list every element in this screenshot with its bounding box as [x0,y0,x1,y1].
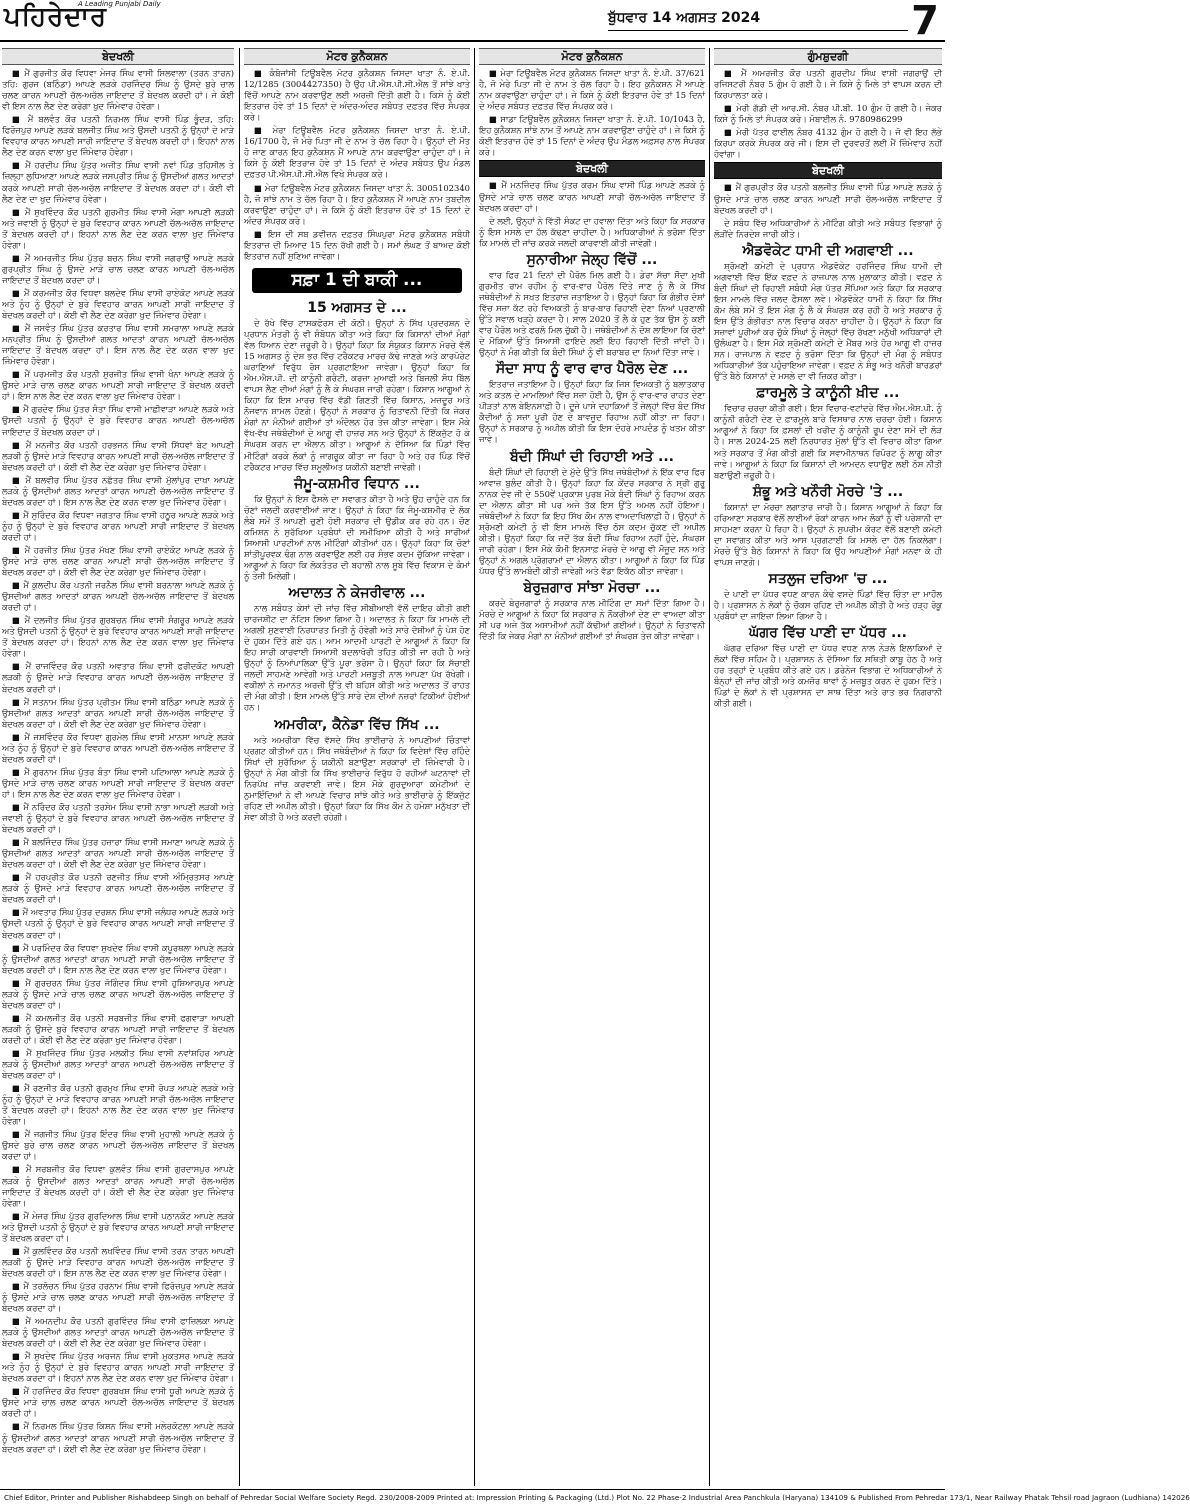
notice-list [244,68,470,262]
issue-date: ਬੁੱਧਵਾਰ 14 ਅਗਸਤ 2024 [608,10,761,26]
notice-paragraph: ■ ਮੈਂ ਗੁਰਜੀਤ ਕੌਰ ਵਿਧਵਾ ਮੇਜਰ ਸਿੰਘ ਵਾਸੀ ਸਿਲਵਾਲਾ (ਤਰਨ ਤਾਰਨ) ਤਹਿ: ਗੁਰਜ (ਬਠਿੰਡਾ) ਆਪਣੇ ਲੜਕੇ ਹਰਜਿੰਦਰ ਸਿੰਘ ਨੂੰ ਉਸਦੇ ਬੁਰੇ ਚਾਲ ਚਲਣ ਕਾਰਨ ਆਪਣੀ ਚੱਲ-ਅਚੱਲ ਜਾਇਦਾਦ ਤੋਂ ਬੇਦਖਲ ਕਰਦੀ ਹਾਂ। ਜੇ ਕੋਈ ਵੀ ਇਸ ਨਾਲ ਲੈਣ ਦੇਣ ਕਰੇਗਾ ਖੁਦ ਜਿੰਮੇਵਾਰ ਹੋਵੇਗਾ। [2,68,234,112]
dateline-rule [608,30,908,31]
story-headline: ਐਡਵੋਕੇਟ ਧਾਮੀ ਦੀ ਅਗਵਾਈ ... [742,242,914,259]
story-body: ਕਿਸਾਨਾਂ ਦਾ ਮੋਰਚਾ ਲਗਾਤਾਰ ਜਾਰੀ ਹੈ। ਕਿਸਾਨ ਆਗੂਆਂ ਨੇ ਕਿਹਾ ਕਿ ਹਰਿਆਣਾ ਸਰਕਾਰ ਵੱਲੋਂ ਲਾਈਆਂ ਰੋਕਾਂ ਕਾਰਨ ਆਮ ਲੋਕਾਂ ਨੂੰ ਵੀ ਪਰੇਸ਼ਾਨੀ ਦਾ ਸਾਹਮਣਾ ਕਰਨਾ ਪੈ ਰਿਹਾ ਹੈ। ਉਨ੍ਹਾਂ ਨੇ ਸੁਪਰੀਮ ਕੋਰਟ ਵੱਲੋਂ ਬਣਾਈ ਕਮੇਟੀ ਦਾ ਸਵਾਗਤ ਕੀਤਾ ਅਤੇ ਆਸ ਪ੍ਰਗਟਾਈ ਕਿ ਮਸਲੇ ਦਾ ਹੱਲ ਨਿਕਲੇਗਾ। ਮੋਰਚੇ ਉੱਤੇ ਬੈਠੇ ਕਿਸਾਨਾਂ ਨੇ ਕਿਹਾ ਕਿ ਉਹ ਆਪਣੀਆਂ ਮੰਗਾਂ ਮਨਵਾ ਕੇ ਹੀ ਵਾਪਸ ਜਾਣਗੇ। [714,501,942,567]
notice-paragraph: ■ ਮੈਂ ਅਵਤਾਰ ਸਿੰਘ ਪੁੱਤਰ ਦਰਸ਼ਨ ਸਿੰਘ ਵਾਸੀ ਜਲੰਧਰ ਆਪਣੇ ਲੜਕੇ ਅਤੇ ਉਸਦੀ ਪਤਨੀ ਨੂੰ ਉਨ੍ਹਾਂ ਦੇ ਬੁਰੇ ਵਿਵਹਾਰ ਕਾਰਨ ਆਪਣੀ ਸਾਰੀ ਜਾਇਦਾਦ ਤੋਂ ਬੇਦਖਲ ਕਰਦਾ ਹਾਂ। [2,907,234,940]
notice-paragraph: ■ ਮੈਂ ਬਲਵੀਰ ਸਿੰਘ ਪੁੱਤਰ ਨਛੱਤਰ ਸਿੰਘ ਵਾਸੀ ਮੁੱਲਾਂਪੁਰ ਦਾਖਾ ਆਪਣੇ ਲੜਕੇ ਨੂੰ ਉਸਦੀਆਂ ਗਲਤ ਆਦਤਾਂ ਕਾਰਨ ਆਪਣੀ ਚੱਲ-ਅਚੱਲ ਜਾਇਦਾਦ ਤੋਂ ਬੇਦਖਲ ਕਰਦਾ ਹਾਂ। ਇਸ ਨਾਲ ਲੈਣ ਦੇਣ ਕਰਨ ਵਾਲਾ ਖੁਦ ਜਿੰਮੇਵਾਰ ਹੋਵੇਗਾ। [2,474,234,507]
notice-paragraph: ■ ਮੇਰਾ ਟਿਊਬਵੈਲ ਮੋਟਰ ਕੁਨੈਕਸ਼ਨ ਜਿਸਦਾ ਖਾਤਾ ਨੰ. ਏ.ਪੀ. 16/1700 ਹੈ, ਜੋ ਮੇਰੇ ਪਿਤਾ ਜੀ ਦੇ ਨਾਮ ਤੇ ਚੱਲ ਰਿਹਾ ਹੈ। ਉਨ੍ਹਾਂ ਦੀ ਮੌਤ ਹੋ ਜਾਣ ਕਾਰਨ ਇਹ ਕੁਨੈਕਸ਼ਨ ਮੈਂ ਆਪਣੇ ਨਾਮ ਕਰਵਾਉਣਾ ਚਾਹੁੰਦਾ ਹਾਂ। ਜੇ ਕਿਸੇ ਨੂੰ ਕੋਈ ਇਤਰਾਜ਼ ਹੋਵੇ ਤਾਂ 15 ਦਿਨਾਂ ਦੇ ਅੰਦਰ ਸਬੰਧਤ ਉਪ ਮੰਡਲ ਦਫ਼ਤਰ ਪੀ.ਐਸ.ਪੀ.ਸੀ.ਐਲ ਵਿਖੇ ਸੰਪਰਕ ਕਰੇ। [244,125,470,180]
notice-paragraph: ■ ਮੈਂ ਗੁਰਨਾਮ ਸਿੰਘ ਪੁੱਤਰ ਬੰਤਾ ਸਿੰਘ ਵਾਸੀ ਪਟਿਆਲਾ ਆਪਣੇ ਲੜਕੇ ਨੂੰ ਉਸਦੇ ਮਾੜੇ ਚਾਲ ਚਲਣ ਕਾਰਨ ਆਪਣੀ ਸਾਰੀ ਜਾਇਦਾਦ ਤੋਂ ਬੇਦਖਲ ਕਰਦਾ ਹਾਂ। ਇਸ ਨਾਲ ਲੈਣ ਦੇਣ ਕਰਨ ਵਾਲਾ ਖੁਦ ਜਿੰਮੇਵਾਰ ਹੋਵੇਗਾ। [2,766,234,799]
story-body: ਕਰਦੇ ਬੇਰੁਜ਼ਗਾਰਾਂ ਨੂੰ ਸਰਕਾਰ ਨਾਲ ਮੀਟਿੰਗ ਦਾ ਸਮਾਂ ਦਿੱਤਾ ਗਿਆ ਹੈ। ਮੋਰਚੇ ਦੇ ਆਗੂਆਂ ਨੇ ਕਿਹਾ ਕਿ ਸਰਕਾਰ ਨੇ ਨੌਕਰੀਆਂ ਦੇਣ ਦਾ ਵਾਅਦਾ ਕੀਤਾ ਸੀ ਪਰ ਅਜੇ ਤੱਕ ਅਸਾਮੀਆਂ ਨਹੀਂ ਕੱਢੀਆਂ ਗਈਆਂ। ਉਨ੍ਹਾਂ ਨੇ ਚਿਤਾਵਨੀ ਦਿੱਤੀ ਕਿ ਜੇਕਰ ਮੰਗਾਂ ਨਾ ਮੰਨੀਆਂ ਗਈਆਂ ਤਾਂ ਸੰਘਰਸ਼ ਤੇਜ਼ ਕੀਤਾ ਜਾਵੇਗਾ। [479,598,705,642]
story-headline: ਜੰਮੂ-ਕਸ਼ਮੀਰ ਵਿਧਾਨ ... [294,475,420,492]
notice-paragraph: ■ ਮੈਂ ਅਮਰਜੀਤ ਸਿੰਘ ਪੁੱਤਰ ਬਚਨ ਸਿੰਘ ਵਾਸੀ ਜਗਰਾਉਂ ਆਪਣੇ ਲੜਕੇ ਗੁਰਪ੍ਰੀਤ ਸਿੰਘ ਨੂੰ ਉਸਦੇ ਮਾੜੇ ਚਾਲ ਚਲਣ ਕਾਰਨ ਆਪਣੀ ਚੱਲ-ਅਚੱਲ ਜਾਇਦਾਦ ਤੋਂ ਬੇਦਖਲ ਕਰਦਾ ਹਾਂ। [2,252,234,285]
notice-paragraph: ■ ਮੈਂ ਮੇਜਰ ਸਿੰਘ ਪੁੱਤਰ ਗੁਰਦਿਆਲ ਸਿੰਘ ਵਾਸੀ ਪਠਾਨਕੋਟ ਆਪਣੇ ਲੜਕੇ ਅਤੇ ਉਸਦੀ ਪਤਨੀ ਨੂੰ ਉਨ੍ਹਾਂ ਦੇ ਬੁਰੇ ਵਿਵਹਾਰ ਕਾਰਨ ਆਪਣੀ ਸਾਰੀ ਜਾਇਦਾਦ ਤੋਂ ਬੇਦਖਲ ਕਰਦਾ ਹਾਂ। [2,1210,234,1243]
notice-paragraph: ■ ਮੈਂ ਹਰਜੀਤ ਸਿੰਘ ਪੁੱਤਰ ਮੱਖਣ ਸਿੰਘ ਵਾਸੀ ਰਾਏਕੋਟ ਆਪਣੇ ਲੜਕੇ ਨੂੰ ਉਸਦੇ ਮਾੜੇ ਚਾਲ ਚਲਣ ਕਾਰਨ ਆਪਣੀ ਸਾਰੀ ਚੱਲ-ਅਚੱਲ ਜਾਇਦਾਦ ਤੋਂ ਬੇਦਖਲ ਕਰਦਾ ਹਾਂ। ਕੋਈ ਵੀ ਲੈਣ ਦੇਣ ਕਰੇਗਾ ਖੁਦ ਜਿੰਮੇਵਾਰ ਹੋਵੇਗਾ। [2,544,234,578]
notice-paragraph: ■ ਮੈਂ ਸੁਖਵਿੰਦਰ ਕੌਰ ਪਤਨੀ ਗੁਰਮੀਤ ਸਿੰਘ ਵਾਸੀ ਮੋਗਾ ਆਪਣੀ ਲੜਕੀ ਅਤੇ ਜਵਾਈ ਨੂੰ ਉਨ੍ਹਾਂ ਦੇ ਬੁਰੇ ਵਿਵਹਾਰ ਕਾਰਨ ਆਪਣੀ ਚੱਲ-ਅਚੱਲ ਜਾਇਦਾਦ ਤੋਂ ਬੇਦਖਲ ਕਰਦੀ ਹਾਂ। ਇਹਨਾਂ ਨਾਲ ਲੈਣ ਦੇਣ ਕਰਨ ਵਾਲਾ ਖੁਦ ਜਿੰਮੇਵਾਰ ਹੋਵੇਗਾ। [2,206,234,250]
news-column-4 [714,48,942,1486]
classifieds-column-1 [2,48,234,1486]
tagline: A Leading Punjabi Daily [78,0,161,8]
newspaper-logo: ਪਹਿਰੇਦਾਰ [4,2,107,32]
notice-paragraph: ■ ਮੈਂ ਪਰਮਜੀਤ ਕੌਰ ਪਤਨੀ ਸੁਰਜੀਤ ਸਿੰਘ ਵਾਸੀ ਖੰਨਾ ਆਪਣੇ ਲੜਕੇ ਨੂੰ ਉਸਦੇ ਮਾੜੇ ਚਾਲ ਚਲਣ ਕਾਰਨ ਆਪਣੀ ਸਾਰੀ ਜਾਇਦਾਦ ਤੋਂ ਬੇਦਖਲ ਕਰਦੀ ਹਾਂ। ਇਸ ਨਾਲ ਲੈਣ ਦੇਣ ਕਰਨ ਵਾਲਾ ਖੁਦ ਜਿੰਮੇਵਾਰ ਹੋਵੇਗਾ। [2,369,234,402]
notice-paragraph: ■ ਮੈਂ ਤਰਲੋਚਨ ਸਿੰਘ ਪੁੱਤਰ ਹਰਨਾਮ ਸਿੰਘ ਵਾਸੀ ਫਿਰੋਜ਼ਪੁਰ ਆਪਣੇ ਲੜਕੇ ਨੂੰ ਉਸਦੇ ਮਾੜੇ ਚਾਲ ਚਲਣ ਕਾਰਨ ਆਪਣੀ ਸਾਰੀ ਚੱਲ-ਅਚੱਲ ਜਾਇਦਾਦ ਤੋਂ ਬੇਦਖਲ ਕਰਦਾ ਹਾਂ। [2,1280,234,1314]
notice-paragraph: ■ ਮੈਂ ਹਰਪ੍ਰੀਤ ਕੌਰ ਪਤਨੀ ਰਣਜੀਤ ਸਿੰਘ ਵਾਸੀ ਅੰਮ੍ਰਿਤਸਰ ਆਪਣੇ ਲੜਕੇ ਨੂੰ ਉਸਦੇ ਮਾੜੇ ਵਿਵਹਾਰ ਕਾਰਨ ਆਪਣੀ ਚੱਲ-ਅਚੱਲ ਜਾਇਦਾਦ ਤੋਂ ਬੇਦਖਲ ਕਰਦੀ ਹਾਂ। [2,872,234,905]
story-body: ਦੇ ਲਈ, ਉਨ੍ਹਾਂ ਨੇ ਵਿੱਤੀ ਸੰਕਟ ਦਾ ਹਵਾਲਾ ਦਿੱਤਾ ਅਤੇ ਕਿਹਾ ਕਿ ਸਰਕਾਰ ਨੂੰ ਇਸ ਮਸਲੇ ਦਾ ਹੱਲ ਕੱਢਣਾ ਚਾਹੀਦਾ ਹੈ। ਅਧਿਕਾਰੀਆਂ ਨੇ ਭਰੋਸਾ ਦਿੱਤਾ ਕਿ ਮਾਮਲੇ ਦੀ ਜਾਂਚ ਕਰਕੇ ਜਲਦੀ ਕਾਰਵਾਈ ਕੀਤੀ ਜਾਵੇਗੀ। [479,215,705,248]
notice-paragraph: ■ ਮੇਰਾ ਟਿਊਬਵੈਲ ਮੋਟਰ ਕੁਨੈਕਸ਼ਨ ਜਿਸਦਾ ਖਾਤਾ ਨੰ. ਏ.ਪੀ. 37/621 ਹੈ, ਜੋ ਮੇਰੇ ਪਿਤਾ ਜੀ ਦੇ ਨਾਮ ਤੇ ਚੱਲ ਰਿਹਾ ਹੈ। ਇਹ ਕੁਨੈਕਸ਼ਨ ਮੈਂ ਆਪਣੇ ਨਾਮ ਕਰਵਾਉਣਾ ਚਾਹੁੰਦਾ ਹਾਂ। ਜੇ ਕਿਸੇ ਨੂੰ ਕੋਈ ਇਤਰਾਜ਼ ਹੋਵੇ ਤਾਂ 15 ਦਿਨਾਂ ਦੇ ਅੰਦਰ ਸਬੰਧਤ ਦਫ਼ਤਰ ਵਿੱਚ ਸੰਪਰਕ ਕਰੇ। [479,68,705,112]
notice-paragraph: ■ ਮੈਂ ਹਰਜਿੰਦਰ ਕੌਰ ਵਿਧਵਾ ਗੁਰਬਖਸ਼ ਸਿੰਘ ਵਾਸੀ ਧੂਰੀ ਆਪਣੇ ਲੜਕੇ ਨੂੰ ਉਸਦੇ ਮਾੜੇ ਚਾਲ ਚਲਣ ਕਾਰਨ ਆਪਣੀ ਚੱਲ-ਅਚੱਲ ਜਾਇਦਾਦ ਤੋਂ ਬੇਦਖਲ ਕਰਦੀ ਹਾਂ। [2,1386,234,1419]
continued-banner: ਸਫ਼ਾ 1 ਦੀ ਬਾਕੀ ... [252,268,462,293]
section-header-missing: ਗੁੰਮਸ਼ੁਦਗੀ [714,48,942,65]
story-headline: ਸੁਨਾਰੀਆ ਜੇਲ੍ਹ ਵਿੱਚੋਂ ... [526,251,658,268]
story-headline: ਫ਼ਾਰਮੂਲੇ ਤੇ ਕਾਨੂੰਨੀ ਖ਼ੀਦ ... [756,385,900,402]
notice-paragraph: ■ ਮੈਂ ਕਰਮਜੀਤ ਕੌਰ ਵਿਧਵਾ ਬਲਦੇਵ ਸਿੰਘ ਵਾਸੀ ਰਾਏਕੋਟ ਆਪਣੇ ਲੜਕੇ ਅਤੇ ਨੂੰਹ ਨੂੰ ਉਨ੍ਹਾਂ ਦੇ ਬੁਰੇ ਵਿਵਹਾਰ ਕਾਰਨ ਆਪਣੀ ਸਾਰੀ ਜਾਇਦਾਦ ਤੋਂ ਬੇਦਖਲ ਕਰਦੀ ਹਾਂ। ਕੋਈ ਵੀ ਲੈਣ ਦੇਣ ਕਰੇਗਾ ਖੁਦ ਜਿੰਮੇਵਾਰ ਹੋਵੇਗਾ। [2,287,234,321]
story-headline: ਅਦਾਲਤ ਨੇ ਕੇਜਰੀਵਾਲ ... [288,585,426,602]
news-column-2 [244,48,470,1486]
column-rule [239,48,240,1486]
notice-paragraph: ■ ਮੈਂ ਰਣਜੀਤ ਕੌਰ ਪਤਨੀ ਗੁਰਮੁਖ ਸਿੰਘ ਵਾਸੀ ਰੋਪੜ ਆਪਣੇ ਲੜਕੇ ਅਤੇ ਨੂੰਹ ਨੂੰ ਉਨ੍ਹਾਂ ਦੇ ਮਾੜੇ ਵਿਵਹਾਰ ਕਾਰਨ ਆਪਣੀ ਸਾਰੀ ਚੱਲ-ਅਚੱਲ ਜਾਇਦਾਦ ਤੋਂ ਬੇਦਖਲ ਕਰਦੀ ਹਾਂ। ਇਹਨਾਂ ਨਾਲ ਲੈਣ ਦੇਣ ਕਰਨ ਵਾਲਾ ਖੁਦ ਜਿੰਮੇਵਾਰ ਹੋਵੇਗਾ। [2,1083,234,1127]
story-body: ਬੰਦੀ ਸਿੰਘਾਂ ਦੀ ਰਿਹਾਈ ਦੇ ਮੁੱਦੇ ਉੱਤੇ ਸਿੱਖ ਜਥੇਬੰਦੀਆਂ ਨੇ ਇੱਕ ਵਾਰ ਫਿਰ ਆਵਾਜ਼ ਬੁਲੰਦ ਕੀਤੀ ਹੈ। ਉਨ੍ਹਾਂ ਕਿਹਾ ਕਿ ਕੇਂਦਰ ਸਰਕਾਰ ਨੇ ਸ੍ਰੀ ਗੁਰੂ ਨਾਨਕ ਦੇਵ ਜੀ ਦੇ 550ਵੇਂ ਪ੍ਰਕਾਸ਼ ਪੁਰਬ ਮੌਕੇ ਬੰਦੀ ਸਿੰਘਾਂ ਨੂੰ ਰਿਹਾਅ ਕਰਨ ਦਾ ਐਲਾਨ ਕੀਤਾ ਸੀ ਪਰ ਅਜੇ ਤੱਕ ਇਸ ਉੱਤੇ ਅਮਲ ਨਹੀਂ ਹੋਇਆ। ਜਥੇਬੰਦੀਆਂ ਨੇ ਕਿਹਾ ਕਿ ਇਹ ਸਿੱਖ ਕੌਮ ਨਾਲ ਵਾਅਦਾਖਿਲਾਫ਼ੀ ਹੈ। ਉਨ੍ਹਾਂ ਨੇ ਸ਼੍ਰੋਮਣੀ ਕਮੇਟੀ ਨੂੰ ਵੀ ਇਸ ਮਾਮਲੇ ਵਿੱਚ ਠੋਸ ਕਦਮ ਚੁੱਕਣ ਦੀ ਅਪੀਲ ਕੀਤੀ। ਉਨ੍ਹਾਂ ਕਿਹਾ ਕਿ ਜਦੋਂ ਤੱਕ ਬੰਦੀ ਸਿੰਘ ਰਿਹਾਅ ਨਹੀਂ ਹੁੰਦੇ, ਸੰਘਰਸ਼ ਜਾਰੀ ਰਹੇਗਾ। ਇਸ ਮੌਕੇ ਕੌਮੀ ਇਨਸਾਫ਼ ਮੋਰਚੇ ਦੇ ਆਗੂ ਵੀ ਮੌਜੂਦ ਸਨ ਅਤੇ ਉਨ੍ਹਾਂ ਨੇ ਅਗਲੇ ਪ੍ਰੋਗਰਾਮਾਂ ਦਾ ਐਲਾਨ ਕੀਤਾ। ਆਗੂਆਂ ਨੇ ਕਿਹਾ ਕਿ ਪਿੰਡ ਪੱਧਰ ਉੱਤੇ ਲਾਮਬੰਦੀ ਕੀਤੀ ਜਾਵੇਗੀ ਅਤੇ ਵੱਡਾ ਇਕੱਠ ਕੀਤਾ ਜਾਵੇਗਾ। [479,466,705,576]
notice-paragraph: ■ ਮੈਂ ਪਰਮਿੰਦਰ ਕੌਰ ਵਿਧਵਾ ਸੁਖਦੇਵ ਸਿੰਘ ਵਾਸੀ ਕਪੂਰਥਲਾ ਆਪਣੇ ਲੜਕੇ ਨੂੰ ਉਸਦੀਆਂ ਗਲਤ ਆਦਤਾਂ ਕਾਰਨ ਆਪਣੀ ਸਾਰੀ ਚੱਲ-ਅਚੱਲ ਜਾਇਦਾਦ ਤੋਂ ਬੇਦਖਲ ਕਰਦੀ ਹਾਂ। ਇਸ ਨਾਲ ਲੈਣ ਦੇਣ ਕਰਨ ਵਾਲਾ ਖੁਦ ਜਿੰਮੇਵਾਰ ਹੋਵੇਗਾ। [2,942,234,975]
story-headline: ਬੇਰੁਜ਼ਗਾਰ ਸਾਂਝਾ ਮੋਰਚਾ ... [523,580,661,597]
section-header-bedakhli: ਬੇਦਖਲੀ [714,162,942,179]
section-header-motor-connection: ਮੋਟਰ ਕੁਨੈਕਸ਼ਨ [244,48,470,65]
notice-paragraph: ■ ਮੈਂ ਕਮਲਜੀਤ ਕੌਰ ਪਤਨੀ ਸਰਬਜੀਤ ਸਿੰਘ ਵਾਸੀ ਫਗਵਾੜਾ ਆਪਣੀ ਲੜਕੀ ਨੂੰ ਉਸਦੇ ਬੁਰੇ ਵਿਵਹਾਰ ਕਾਰਨ ਆਪਣੀ ਸਾਰੀ ਜਾਇਦਾਦ ਤੋਂ ਬੇਦਖਲ ਕਰਦੀ ਹਾਂ। ਕੋਈ ਵੀ ਲੈਣ ਦੇਣ ਕਰੇਗਾ ਖੁਦ ਜਿੰਮੇਵਾਰ ਹੋਵੇਗਾ। [2,1012,234,1045]
notice-paragraph: ■ ਮੈਂ ਨਰਿੰਦਰ ਕੌਰ ਪਤਨੀ ਤਰਸੇਮ ਸਿੰਘ ਵਾਸੀ ਨਾਭਾ ਆਪਣੀ ਲੜਕੀ ਅਤੇ ਜਵਾਈ ਨੂੰ ਉਨ੍ਹਾਂ ਦੇ ਬੁਰੇ ਵਿਵਹਾਰ ਕਾਰਨ ਆਪਣੀ ਚੱਲ-ਅਚੱਲ ਜਾਇਦਾਦ ਤੋਂ ਬੇਦਖਲ ਕਰਦੀ ਹਾਂ। [2,802,234,835]
notice-paragraph: ■ ਮੈਂ ਗੁਰਪ੍ਰੀਤ ਕੌਰ ਪਤਨੀ ਬਲਜੀਤ ਸਿੰਘ ਵਾਸੀ ਪਿੰਡ ਆਪਣੇ ਲੜਕੇ ਨੂੰ ਉਸਦੇ ਮਾੜੇ ਚਾਲ ਚਲਣ ਕਾਰਨ ਆਪਣੀ ਸਾਰੀ ਚੱਲ-ਅਚੱਲ ਜਾਇਦਾਦ ਤੋਂ ਬੇਦਖਲ ਕਰਦੀ ਹਾਂ। [714,182,942,215]
notice-paragraph: ■ ਮੈਂ ਸੁਰਿੰਦਰ ਕੌਰ ਵਿਧਵਾ ਜਗਤਾਰ ਸਿੰਘ ਵਾਸੀ ਹਠੂਰ ਆਪਣੇ ਲੜਕੇ ਅਤੇ ਨੂੰਹ ਨੂੰ ਉਨ੍ਹਾਂ ਦੇ ਬੁਰੇ ਵਿਵਹਾਰ ਕਾਰਨ ਆਪਣੀ ਸਾਰੀ ਜਾਇਦਾਦ ਤੋਂ ਬੇਦਖਲ ਕਰਦੀ ਹਾਂ। [2,509,234,542]
imprint-footer: Chief Editor, Printer and Publisher Rishabdeep Singh on behalf of Pehredar Social Welfare Society Regd. 230/2008-2009 Printed at: Impression Printing & Packaging (Ltd.) Plot No. 22 Phase-2 Industrial Area Panchkula (Haryana) 134109 & Published From Pehredar 173/1, Near Railway Phatak Tehsil road Jagraon (Ludhiana) 142026 [0,1489,945,1507]
notice-paragraph: ■ ਮੈਂ ਨਿਰਮਲ ਸਿੰਘ ਪੁੱਤਰ ਕਿਸ਼ਨ ਸਿੰਘ ਵਾਸੀ ਮਲੇਰਕੋਟਲਾ ਆਪਣੇ ਲੜਕੇ ਨੂੰ ਉਸਦੀਆਂ ਗਲਤ ਆਦਤਾਂ ਕਾਰਨ ਆਪਣੀ ਸਾਰੀ ਚੱਲ-ਅਚੱਲ ਜਾਇਦਾਦ ਤੋਂ ਬੇਦਖਲ ਕਰਦਾ ਹਾਂ। ਕੋਈ ਵੀ ਲੈਣ ਦੇਣ ਕਰੇਗਾ ਖੁਦ ਜਿੰਮੇਵਾਰ ਹੋਵੇਗਾ। [2,1421,234,1454]
story-headline: ਅਮਰੀਕਾ, ਕੈਨੇਡਾ ਵਿੱਚ ਸਿੱਖ ... [274,716,440,733]
notice-paragraph: ■ ਮੇਰੀ ਗੱਡੀ ਦੀ ਆਰ.ਸੀ. ਨੰਬਰ ਪੀ.ਬੀ. 10 ਗੁੰਮ ਹੋ ਗਈ ਹੈ। ਜੇਕਰ ਕਿਸੇ ਨੂੰ ਮਿਲੇ ਤਾਂ ਸੰਪਰਕ ਕਰੇ। ਮੋਬਾਈਲ ਨੰ. 9780986299 [714,103,942,125]
story-headline: ਘੱਗਰ ਵਿੱਚ ਪਾਣੀ ਦਾ ਪੱਧਰ ... [748,625,908,642]
story-body: ਅਤੇ ਅਮਰੀਕਾ ਵਿੱਚ ਵੱਸਦੇ ਸਿੱਖ ਭਾਈਚਾਰੇ ਨੇ ਆਪਣੀਆਂ ਚਿੰਤਾਵਾਂ ਪ੍ਰਗਟ ਕੀਤੀਆਂ ਹਨ। ਸਿੱਖ ਜਥੇਬੰਦੀਆਂ ਨੇ ਕਿਹਾ ਕਿ ਵਿਦੇਸ਼ਾਂ ਵਿੱਚ ਰਹਿੰਦੇ ਸਿੱਖਾਂ ਦੀ ਸੁਰੱਖਿਆ ਨੂੰ ਯਕੀਨੀ ਬਣਾਉਣਾ ਸਰਕਾਰਾਂ ਦੀ ਜ਼ਿੰਮੇਵਾਰੀ ਹੈ। ਉਨ੍ਹਾਂ ਨੇ ਮੰਗ ਕੀਤੀ ਕਿ ਸਿੱਖ ਭਾਈਚਾਰੇ ਵਿਰੁੱਧ ਹੋ ਰਹੀਆਂ ਘਟਨਾਵਾਂ ਦੀ ਨਿਰਪੱਖ ਜਾਂਚ ਕਰਵਾਈ ਜਾਵੇ। ਇਸ ਮੌਕੇ ਗੁਰਦੁਆਰਾ ਕਮੇਟੀਆਂ ਦੇ ਨੁਮਾਇੰਦਿਆਂ ਨੇ ਵੀ ਆਪਣੇ ਵਿਚਾਰ ਸਾਂਝੇ ਕੀਤੇ ਅਤੇ ਭਾਈਚਾਰੇ ਨੂੰ ਇੱਕਜੁੱਟ ਰਹਿਣ ਦੀ ਅਪੀਲ ਕੀਤੀ। ਉਨ੍ਹਾਂ ਕਿਹਾ ਕਿ ਸਿੱਖ ਕੌਮ ਨੇ ਹਮੇਸ਼ਾ ਮਨੁੱਖਤਾ ਦੀ ਸੇਵਾ ਕੀਤੀ ਹੈ ਅਤੇ ਕਰਦੀ ਰਹੇਗੀ। [244,734,470,822]
story-headline: ਸ਼ੰਭੂ ਅਤੇ ਖਨੌਰੀ ਮੋਰਚੇ 'ਤੇ ... [752,483,904,500]
notice-paragraph: ■ ਮੈਂ ਅਮਨਦੀਪ ਕੌਰ ਪਤਨੀ ਗੁਰਵਿੰਦਰ ਸਿੰਘ ਵਾਸੀ ਫਾਜ਼ਿਲਕਾ ਆਪਣੇ ਲੜਕੇ ਨੂੰ ਉਸਦੀਆਂ ਗਲਤ ਆਦਤਾਂ ਕਾਰਨ ਆਪਣੀ ਚੱਲ-ਅਚੱਲ ਜਾਇਦਾਦ ਤੋਂ ਬੇਦਖਲ ਕਰਦੀ ਹਾਂ। ਕੋਈ ਵੀ ਲੈਣ ਦੇਣ ਕਰੇਗਾ ਖੁਦ ਜਿੰਮੇਵਾਰ ਹੋਵੇਗਾ। [2,1316,234,1349]
story-body: ਸ਼੍ਰੋਮਣੀ ਕਮੇਟੀ ਦੇ ਪ੍ਰਧਾਨ ਐਡਵੋਕੇਟ ਹਰਜਿੰਦਰ ਸਿੰਘ ਧਾਮੀ ਦੀ ਅਗਵਾਈ ਵਿੱਚ ਇੱਕ ਵਫ਼ਦ ਨੇ ਰਾਜਪਾਲ ਨਾਲ ਮੁਲਾਕਾਤ ਕੀਤੀ। ਵਫ਼ਦ ਨੇ ਬੰਦੀ ਸਿੰਘਾਂ ਦੀ ਰਿਹਾਈ ਸਬੰਧੀ ਮੰਗ ਪੱਤਰ ਸੌਂਪਿਆ ਅਤੇ ਕਿਹਾ ਕਿ ਸਰਕਾਰ ਇਸ ਮਾਮਲੇ ਵਿੱਚ ਜਲਦ ਫੈਸਲਾ ਲਵੇ। ਐਡਵੋਕੇਟ ਧਾਮੀ ਨੇ ਕਿਹਾ ਕਿ ਸਿੱਖ ਕੌਮ ਲੰਬੇ ਸਮੇਂ ਤੋਂ ਇਸ ਮੰਗ ਨੂੰ ਲੈ ਕੇ ਸੰਘਰਸ਼ ਕਰ ਰਹੀ ਹੈ ਅਤੇ ਸਰਕਾਰ ਨੂੰ ਇਸ ਉੱਤੇ ਗੰਭੀਰਤਾ ਨਾਲ ਵਿਚਾਰ ਕਰਨਾ ਚਾਹੀਦਾ ਹੈ। ਉਨ੍ਹਾਂ ਨੇ ਕਿਹਾ ਕਿ ਸਜ਼ਾਵਾਂ ਪੂਰੀਆਂ ਕਰ ਚੁੱਕੇ ਸਿੰਘਾਂ ਨੂੰ ਜੇਲ੍ਹਾਂ ਵਿੱਚ ਰੱਖਣਾ ਮਨੁੱਖੀ ਅਧਿਕਾਰਾਂ ਦੀ ਉਲੰਘਣਾ ਹੈ। ਇਸ ਮੌਕੇ ਸ਼੍ਰੋਮਣੀ ਕਮੇਟੀ ਦੇ ਮੈਂਬਰ ਅਤੇ ਹੋਰ ਆਗੂ ਵੀ ਹਾਜ਼ਰ ਸਨ। ਰਾਜਪਾਲ ਨੇ ਵਫ਼ਦ ਨੂੰ ਭਰੋਸਾ ਦਿੱਤਾ ਕਿ ਉਨ੍ਹਾਂ ਦੀ ਮੰਗ ਨੂੰ ਸਬੰਧਤ ਅਧਿਕਾਰੀਆਂ ਤੱਕ ਪਹੁੰਚਾਇਆ ਜਾਵੇਗਾ। ਵਫ਼ਦ ਨੇ ਸ਼ੰਭੂ ਅਤੇ ਖਨੌਰੀ ਬਾਰਡਰਾਂ ਉੱਤੇ ਬੈਠੇ ਕਿਸਾਨਾਂ ਦੇ ਮਸਲੇ ਦਾ ਵੀ ਜ਼ਿਕਰ ਕੀਤਾ। [714,260,942,382]
story-list [244,299,470,823]
notice-paragraph: ■ ਮੈਂ ਸਤਨਾਮ ਸਿੰਘ ਪੁੱਤਰ ਪ੍ਰੀਤਮ ਸਿੰਘ ਵਾਸੀ ਬਠਿੰਡਾ ਆਪਣੇ ਲੜਕੇ ਨੂੰ ਉਸਦੀਆਂ ਗਲਤ ਆਦਤਾਂ ਕਾਰਨ ਆਪਣੀ ਸਾਰੀ ਚੱਲ-ਅਚੱਲ ਜਾਇਦਾਦ ਤੋਂ ਬੇਦਖਲ ਕਰਦਾ ਹਾਂ। ਕੋਈ ਵੀ ਲੈਣ ਦੇਣ ਕਰੇਗਾ ਖੁਦ ਜਿੰਮੇਵਾਰ ਹੋਵੇਗਾ। [2,696,234,729]
notice-paragraph: ■ ਮੈਂ ਬਲਜਿੰਦਰ ਸਿੰਘ ਪੁੱਤਰ ਹਜ਼ਾਰਾ ਸਿੰਘ ਵਾਸੀ ਸਮਾਣਾ ਆਪਣੇ ਲੜਕੇ ਨੂੰ ਉਸਦੀਆਂ ਗਲਤ ਆਦਤਾਂ ਕਾਰਨ ਆਪਣੀ ਸਾਰੀ ਚੱਲ-ਅਚੱਲ ਜਾਇਦਾਦ ਤੋਂ ਬੇਦਖਲ ਕਰਦਾ ਹਾਂ। ਕੋਈ ਵੀ ਲੈਣ ਦੇਣ ਕਰੇਗਾ ਖੁਦ ਜਿੰਮੇਵਾਰ ਹੋਵੇਗਾ। [2,837,234,870]
notice-paragraph: ■ ਮੈਂ ਜਸਵਿੰਦਰ ਕੌਰ ਵਿਧਵਾ ਗੁਰਮੇਲ ਸਿੰਘ ਵਾਸੀ ਮਾਨਸਾ ਆਪਣੇ ਲੜਕੇ ਅਤੇ ਨੂੰਹ ਨੂੰ ਉਨ੍ਹਾਂ ਦੇ ਬੁਰੇ ਵਿਵਹਾਰ ਕਾਰਨ ਆਪਣੀ ਚੱਲ-ਅਚੱਲ ਜਾਇਦਾਦ ਤੋਂ ਬੇਦਖਲ ਕਰਦੀ ਹਾਂ। [2,731,234,764]
story-body: ਦੇ ਪਾਣੀ ਦਾ ਪੱਧਰ ਵਧਣ ਕਾਰਨ ਕੰਢੇ ਵਸਦੇ ਪਿੰਡਾਂ ਵਿੱਚ ਚਿੰਤਾ ਦਾ ਮਾਹੌਲ ਹੈ। ਪ੍ਰਸ਼ਾਸਨ ਨੇ ਲੋਕਾਂ ਨੂੰ ਚੌਕਸ ਰਹਿਣ ਦੀ ਅਪੀਲ ਕੀਤੀ ਹੈ ਅਤੇ ਹੜ੍ਹ ਰੋਕੂ ਪ੍ਰਬੰਧਾਂ ਦਾ ਜਾਇਜ਼ਾ ਲਿਆ ਗਿਆ ਹੈ। [714,589,942,622]
notice-paragraph: ■ ਮੈਂ ਬਲਵੰਤ ਕੌਰ ਪਤਨੀ ਨਿਰਮਲ ਸਿੰਘ ਵਾਸੀ ਪਿੰਡ ਭੂੰਦੜ, ਤਹਿ: ਫਿਰੋਜ਼ਪੁਰ ਆਪਣੇ ਲੜਕੇ ਬਲਜੀਤ ਸਿੰਘ ਅਤੇ ਉਸਦੀ ਪਤਨੀ ਨੂੰ ਉਨ੍ਹਾਂ ਦੇ ਮਾੜੇ ਵਿਵਹਾਰ ਕਾਰਨ ਆਪਣੀ ਸਾਰੀ ਜਾਇਦਾਦ ਤੋਂ ਬੇਦਖਲ ਕਰਦੀ ਹਾਂ। ਇਹਨਾਂ ਨਾਲ ਲੈਣ ਦੇਣ ਕਰਨ ਵਾਲਾ ਖੁਦ ਜਿੰਮੇਵਾਰ ਹੋਵੇਗਾ। [2,114,234,158]
notice-paragraph: ■ ਮੈਂ ਹਰਦੀਪ ਸਿੰਘ ਪੁੱਤਰ ਅਜੀਤ ਸਿੰਘ ਵਾਸੀ ਨਵਾਂ ਪਿੰਡ ਤਹਿਸੀਲ ਤੇ ਜ਼ਿਲ੍ਹਾ ਲੁਧਿਆਣਾ ਆਪਣੇ ਲੜਕੇ ਜਸਪ੍ਰੀਤ ਸਿੰਘ ਨੂੰ ਉਸਦੀਆਂ ਗਲਤ ਆਦਤਾਂ ਕਰਕੇ ਆਪਣੀ ਸਾਰੀ ਚੱਲ-ਅਚੱਲ ਜਾਇਦਾਦ ਤੋਂ ਬੇਦਖਲ ਕਰਦਾ ਹਾਂ। ਕੋਈ ਵੀ ਲੈਣ ਦੇਣ ਦਾ ਖੁਦ ਜਿੰਮੇਵਾਰ ਹੋਵੇਗਾ। [2,160,234,204]
notice-paragraph: ■ ਮੈਂ ਕੁਲਵਿੰਦਰ ਕੌਰ ਪਤਨੀ ਲਖਵਿੰਦਰ ਸਿੰਘ ਵਾਸੀ ਤਰਨ ਤਾਰਨ ਆਪਣੀ ਲੜਕੀ ਨੂੰ ਉਸਦੇ ਮਾੜੇ ਵਿਵਹਾਰ ਕਾਰਨ ਆਪਣੀ ਚੱਲ-ਅਚੱਲ ਜਾਇਦਾਦ ਤੋਂ ਬੇਦਖਲ ਕਰਦੀ ਹਾਂ। ਇਸ ਨਾਲ ਲੈਣ ਦੇਣ ਕਰਨ ਵਾਲਾ ਖੁਦ ਜਿੰਮੇਵਾਰ ਹੋਵੇਗਾ। [2,1245,234,1278]
notice-paragraph: ■ ਕੰਬੋਜਾਂਸੀ ਟਿਊਬਵੈਲ ਮੋਟਰ ਕੁਨੈਕਸ਼ਨ ਜਿਸਦਾ ਖਾਤਾ ਨੰ. ਏ.ਪੀ. 12/1285 (3004427350) ਹੈ ਉਹ ਪੀ.ਐਸ.ਪੀ.ਸੀ.ਐਲ ਤੋਂ ਸਾਂਝੇ ਖਾਤੇ ਵਿੱਚੋਂ ਆਪਣੇ ਨਾਮ ਕਰਵਾਉਣ ਲਈ ਅਰਜ਼ੀ ਦਿੱਤੀ ਗਈ ਹੈ। ਕਿਸੇ ਨੂੰ ਕੋਈ ਇਤਰਾਜ਼ ਹੋਵੇ ਤਾਂ 15 ਦਿਨਾਂ ਦੇ ਅੰਦਰ-ਅੰਦਰ ਸਬੰਧਤ ਦਫ਼ਤਰ ਵਿੱਚ ਸੰਪਰਕ ਕਰੇ। [244,68,470,123]
story-headline: ਸਤਲੁਜ ਦਰਿਆ 'ਚ ... [768,570,888,587]
story-body: ਘੱਗਰ ਦਰਿਆ ਵਿੱਚ ਪਾਣੀ ਦਾ ਪੱਧਰ ਵਧਣ ਨਾਲ ਨੇੜਲੇ ਇਲਾਕਿਆਂ ਦੇ ਲੋਕਾਂ ਵਿੱਚ ਸਹਿਮ ਹੈ। ਪ੍ਰਸ਼ਾਸਨ ਨੇ ਦੱਸਿਆ ਕਿ ਸਥਿਤੀ ਕਾਬੂ ਹੇਠ ਹੈ ਅਤੇ ਹਰ ਤਰ੍ਹਾਂ ਦੇ ਪ੍ਰਬੰਧ ਕੀਤੇ ਗਏ ਹਨ। ਡਰੇਨੇਜ ਵਿਭਾਗ ਦੇ ਅਧਿਕਾਰੀਆਂ ਨੇ ਬੰਨ੍ਹਾਂ ਦੀ ਜਾਂਚ ਕੀਤੀ ਅਤੇ ਕਮਜ਼ੋਰ ਥਾਵਾਂ ਨੂੰ ਮਜ਼ਬੂਤ ਕਰਨ ਦੇ ਹੁਕਮ ਦਿੱਤੇ। ਪਿੰਡਾਂ ਦੇ ਲੋਕਾਂ ਨੇ ਵੀ ਪ੍ਰਸ਼ਾਸਨ ਦਾ ਸਾਥ ਦਿੱਤਾ ਅਤੇ ਰਾਤ ਭਰ ਨਿਗਰਾਨੀ ਕੀਤੀ ਗਈ। [714,643,942,709]
story-list [479,216,705,643]
story-body: ਦੇ ਰੱਖੇ ਵਿੱਚ ਟਾਸਕਫੋਰਸ ਦੀ ਕੋਠੀ। ਉਨ੍ਹਾਂ ਨੇ ਸਿੱਖ ਪ੍ਰਦਰਸ਼ਨ ਦੇ ਪ੍ਰਧਾਨ ਮੰਤਰੀ ਨੂੰ ਵੀ ਸੰਬੋਧਨ ਕੀਤਾ ਅਤੇ ਕਿਹਾ ਕਿ ਕਿਸਾਨਾਂ ਦੀਆਂ ਮੰਗਾਂ ਵੱਲ ਧਿਆਨ ਦੇਣਾ ਜ਼ਰੂਰੀ ਹੈ। ਉਨ੍ਹਾਂ ਕਿਹਾ ਕਿ ਸੰਯੁਕਤ ਕਿਸਾਨ ਮੋਰਚੇ ਵੱਲੋਂ 15 ਅਗਸਤ ਨੂੰ ਦੇਸ਼ ਭਰ ਵਿੱਚ ਟਰੈਕਟਰ ਮਾਰਚ ਕੱਢੇ ਜਾਣਗੇ ਅਤੇ ਕਾਰਪੋਰੇਟ ਘਰਾਣਿਆਂ ਵਿਰੁੱਧ ਰੋਸ ਪ੍ਰਗਟਾਇਆ ਜਾਵੇਗਾ। ਉਨ੍ਹਾਂ ਕਿਹਾ ਕਿ ਐਮ.ਐਸ.ਪੀ. ਦੀ ਕਾਨੂੰਨੀ ਗਰੰਟੀ, ਕਰਜ਼ਾ ਮੁਆਫੀ ਅਤੇ ਬਿਜਲੀ ਸੋਧ ਬਿੱਲ ਵਾਪਸ ਲੈਣ ਦੀਆਂ ਮੰਗਾਂ ਨੂੰ ਲੈ ਕੇ ਸੰਘਰਸ਼ ਜਾਰੀ ਰਹੇਗਾ। ਕਿਸਾਨ ਆਗੂਆਂ ਨੇ ਕਿਹਾ ਕਿ ਇਸ ਮਾਰਚ ਵਿੱਚ ਵੱਡੀ ਗਿਣਤੀ ਵਿੱਚ ਕਿਸਾਨ, ਮਜ਼ਦੂਰ ਅਤੇ ਨੌਜਵਾਨ ਸ਼ਾਮਲ ਹੋਣਗੇ। ਉਨ੍ਹਾਂ ਨੇ ਸਰਕਾਰ ਨੂੰ ਚਿਤਾਵਨੀ ਦਿੱਤੀ ਕਿ ਜੇਕਰ ਮੰਗਾਂ ਨਾ ਮੰਨੀਆਂ ਗਈਆਂ ਤਾਂ ਅੰਦੋਲਨ ਹੋਰ ਤੇਜ਼ ਕੀਤਾ ਜਾਵੇਗਾ। ਇਸ ਮੌਕੇ ਵੱਖ-ਵੱਖ ਜਥੇਬੰਦੀਆਂ ਦੇ ਆਗੂ ਵੀ ਹਾਜ਼ਰ ਸਨ ਅਤੇ ਉਨ੍ਹਾਂ ਨੇ ਇੱਕਜੁੱਟ ਹੋ ਕੇ ਸੰਘਰਸ਼ ਕਰਨ ਦਾ ਐਲਾਨ ਕੀਤਾ। ਆਗੂਆਂ ਨੇ ਦੱਸਿਆ ਕਿ ਪਿੰਡਾਂ ਵਿੱਚ ਮੀਟਿੰਗਾਂ ਕਰਕੇ ਲੋਕਾਂ ਨੂੰ ਜਾਗਰੂਕ ਕੀਤਾ ਜਾ ਰਿਹਾ ਹੈ ਅਤੇ ਹਰ ਪਿੰਡ ਵਿੱਚੋਂ ਟਰੈਕਟਰ ਮਾਰਚ ਵਿੱਚ ਸ਼ਮੂਲੀਅਤ ਯਕੀਨੀ ਬਣਾਈ ਜਾਵੇਗੀ। [244,317,470,472]
notice-paragraph: ■ ਮੈਂ ਗੁਰਦੇਵ ਸਿੰਘ ਪੁੱਤਰ ਸੰਤਾ ਸਿੰਘ ਵਾਸੀ ਮਾਛੀਵਾੜਾ ਆਪਣੇ ਲੜਕੇ ਅਤੇ ਉਸਦੀ ਪਤਨੀ ਨੂੰ ਉਨ੍ਹਾਂ ਦੇ ਬੁਰੇ ਵਿਵਹਾਰ ਕਾਰਨ ਆਪਣੀ ਚੱਲ-ਅਚੱਲ ਜਾਇਦਾਦ ਤੋਂ ਬੇਦਖਲ ਕਰਦਾ ਹਾਂ। [2,404,234,437]
notice-paragraph: ■ ਮੈਂ ਰਾਜਵਿੰਦਰ ਕੌਰ ਪਤਨੀ ਅਵਤਾਰ ਸਿੰਘ ਵਾਸੀ ਫਰੀਦਕੋਟ ਆਪਣੀ ਲੜਕੀ ਨੂੰ ਉਸਦੇ ਮਾੜੇ ਵਿਵਹਾਰ ਕਾਰਨ ਆਪਣੀ ਚੱਲ-ਅਚੱਲ ਜਾਇਦਾਦ ਤੋਂ ਬੇਦਖਲ ਕਰਦੀ ਹਾਂ। [2,661,234,694]
notice-paragraph: ■ ਮੈਂ ਅਮਰਜੀਤ ਕੌਰ ਪਤਨੀ ਗੁਰਦੀਪ ਸਿੰਘ ਵਾਸੀ ਜਗਰਾਉਂ ਦੀ ਰਜਿਸਟਰੀ ਨੰਬਰ 5 ਗੁੰਮ ਹੋ ਗਈ ਹੈ। ਜੇ ਕਿਸੇ ਨੂੰ ਮਿਲੇ ਤਾਂ ਵਾਪਸ ਕਰਨ ਦੀ ਕਿਰਪਾਲਤਾ ਕਰੇ। [714,68,942,101]
section-header-bedakhli: ਬੇਦਖਲੀ [2,48,234,65]
notice-paragraph: ■ ਮੈਂ ਸਰਬਜੀਤ ਕੌਰ ਵਿਧਵਾ ਕੁਲਵੰਤ ਸਿੰਘ ਵਾਸੀ ਗੁਰਦਾਸਪੁਰ ਆਪਣੇ ਲੜਕੇ ਨੂੰ ਉਸਦੀਆਂ ਗਲਤ ਆਦਤਾਂ ਕਾਰਨ ਆਪਣੀ ਸਾਰੀ ਚੱਲ-ਅਚੱਲ ਜਾਇਦਾਦ ਤੋਂ ਬੇਦਖਲ ਕਰਦੀ ਹਾਂ। ਕੋਈ ਵੀ ਲੈਣ ਦੇਣ ਕਰੇਗਾ ਖੁਦ ਜਿੰਮੇਵਾਰ ਹੋਵੇਗਾ। [2,1164,234,1208]
notice-paragraph: ■ ਮੈਂ ਜਸਵੰਤ ਸਿੰਘ ਪੁੱਤਰ ਕਰਤਾਰ ਸਿੰਘ ਵਾਸੀ ਸਮਰਾਲਾ ਆਪਣੇ ਲੜਕੇ ਮਨਪ੍ਰੀਤ ਸਿੰਘ ਨੂੰ ਉਸਦੀਆਂ ਗਲਤ ਆਦਤਾਂ ਕਾਰਨ ਆਪਣੀ ਚੱਲ-ਅਚੱਲ ਜਾਇਦਾਦ ਤੋਂ ਬੇਦਖਲ ਕਰਦਾ ਹਾਂ। ਇਸ ਨਾਲ ਲੈਣ ਦੇਣ ਕਰਨ ਵਾਲਾ ਖੁਦ ਜਿੰਮੇਵਾਰ ਹੋਵੇਗਾ। [2,323,234,367]
notice-paragraph: ■ ਮੈਂ ਮਨਜੀਤ ਕੌਰ ਪਤਨੀ ਹਰਭਜਨ ਸਿੰਘ ਵਾਸੀ ਸਿੱਧਵਾਂ ਬੇਟ ਆਪਣੀ ਲੜਕੀ ਨੂੰ ਉਸਦੇ ਮਾੜੇ ਵਿਵਹਾਰ ਕਾਰਨ ਆਪਣੀ ਸਾਰੀ ਚੱਲ-ਅਚੱਲ ਜਾਇਦਾਦ ਤੋਂ ਬੇਦਖਲ ਕਰਦੀ ਹਾਂ। ਕੋਈ ਵੀ ਲੈਣ ਦੇਣ ਕਰੇਗਾ ਖੁਦ ਜਿੰਮੇਵਾਰ ਹੋਵੇਗਾ। [2,439,234,472]
story-body: ਇਤਰਾਜ਼ ਜਤਾਇਆ ਹੈ। ਉਨ੍ਹਾਂ ਕਿਹਾ ਕਿ ਜਿਸ ਵਿਅਕਤੀ ਨੂੰ ਬਲਾਤਕਾਰ ਅਤੇ ਕਤਲ ਦੇ ਮਾਮਲਿਆਂ ਵਿੱਚ ਸਜ਼ਾ ਹੋਈ ਹੈ, ਉਸ ਨੂੰ ਵਾਰ-ਵਾਰ ਰਾਹਤ ਦੇਣਾ ਪੀੜਤਾਂ ਨਾਲ ਬੇਇਨਸਾਫ਼ੀ ਹੈ। ਦੂਜੇ ਪਾਸੇ ਦਹਾਕਿਆਂ ਤੋਂ ਜੇਲ੍ਹਾਂ ਵਿੱਚ ਬੰਦ ਸਿੱਖ ਕੈਦੀਆਂ ਨੂੰ ਸਜ਼ਾ ਪੂਰੀ ਹੋਣ ਦੇ ਬਾਵਜੂਦ ਰਿਹਾਅ ਨਹੀਂ ਕੀਤਾ ਜਾ ਰਿਹਾ। ਉਨ੍ਹਾਂ ਨੇ ਸਰਕਾਰ ਨੂੰ ਅਪੀਲ ਕੀਤੀ ਕਿ ਇਸ ਦੋਹਰੇ ਮਾਪਦੰਡ ਨੂੰ ਖਤਮ ਕੀਤਾ ਜਾਵੇ। [479,379,705,445]
notice-paragraph: ■ ਮੈਂ ਦਲਜੀਤ ਸਿੰਘ ਪੁੱਤਰ ਗੁਰਬਚਨ ਸਿੰਘ ਵਾਸੀ ਸੰਗਰੂਰ ਆਪਣੇ ਲੜਕੇ ਅਤੇ ਉਸਦੀ ਪਤਨੀ ਨੂੰ ਉਨ੍ਹਾਂ ਦੇ ਬੁਰੇ ਵਿਵਹਾਰ ਕਾਰਨ ਆਪਣੀ ਸਾਰੀ ਜਾਇਦਾਦ ਤੋਂ ਬੇਦਖਲ ਕਰਦਾ ਹਾਂ। ਇਹਨਾਂ ਨਾਲ ਲੈਣ ਦੇਣ ਕਰਨ ਵਾਲਾ ਖੁਦ ਜਿੰਮੇਵਾਰ ਹੋਵੇਗਾ। [2,615,234,659]
notice-paragraph: ■ ਸਾਡਾ ਟਿਊਬਵੈਲ ਕੁਨੈਕਸ਼ਨ ਜਿਸਦਾ ਖਾਤਾ ਨੰ. ਏ.ਪੀ. 10/1043 ਹੈ, ਇਹ ਕੁਨੈਕਸ਼ਨ ਸਾਂਝੇ ਨਾਮ ਤੋਂ ਆਪਣੇ ਨਾਮ ਕਰਵਾਉਣਾ ਚਾਹੁੰਦੇ ਹਾਂ। ਜੇ ਕਿਸੇ ਨੂੰ ਕੋਈ ਇਤਰਾਜ਼ ਹੋਵੇ ਤਾਂ 15 ਦਿਨਾਂ ਦੇ ਅੰਦਰ ਉਪ ਮੰਡਲ ਅਫ਼ਸਰ ਨਾਲ ਸੰਪਰਕ ਕਰੇ। [479,114,705,158]
story-body: ਵਾਰ ਫਿਰ 21 ਦਿਨਾਂ ਦੀ ਪੈਰੋਲ ਮਿਲ ਗਈ ਹੈ। ਡੇਰਾ ਸੱਚਾ ਸੌਦਾ ਮੁਖੀ ਗੁਰਮੀਤ ਰਾਮ ਰਹੀਮ ਨੂੰ ਵਾਰ-ਵਾਰ ਪੈਰੋਲ ਦਿੱਤੇ ਜਾਣ ਨੂੰ ਲੈ ਕੇ ਸਿੱਖ ਜਥੇਬੰਦੀਆਂ ਨੇ ਸਖ਼ਤ ਇਤਰਾਜ਼ ਜਤਾਇਆ ਹੈ। ਉਨ੍ਹਾਂ ਕਿਹਾ ਕਿ ਗੰਭੀਰ ਦੋਸ਼ਾਂ ਵਿੱਚ ਸਜ਼ਾ ਕੱਟ ਰਹੇ ਵਿਅਕਤੀ ਨੂੰ ਬਾਰ-ਬਾਰ ਰਿਹਾਈ ਦੇਣਾ ਨਿਆਂ ਪ੍ਰਣਾਲੀ ਉੱਤੇ ਸਵਾਲ ਖੜ੍ਹੇ ਕਰਦਾ ਹੈ। ਸਾਲ 2020 ਤੋਂ ਲੈ ਕੇ ਹੁਣ ਤੱਕ ਉਸ ਨੂੰ ਕਈ ਵਾਰ ਪੈਰੋਲ ਅਤੇ ਫਰਲੋ ਮਿਲ ਚੁੱਕੀ ਹੈ। ਜਥੇਬੰਦੀਆਂ ਨੇ ਦੋਸ਼ ਲਾਇਆ ਕਿ ਚੋਣਾਂ ਦੇ ਮੌਕਿਆਂ ਉੱਤੇ ਸਿਆਸੀ ਫਾਇਦੇ ਲਈ ਇਹ ਰਿਹਾਈ ਦਿੱਤੀ ਜਾਂਦੀ ਹੈ। ਉਨ੍ਹਾਂ ਨੇ ਮੰਗ ਕੀਤੀ ਕਿ ਬੰਦੀ ਸਿੰਘਾਂ ਨੂੰ ਵੀ ਬਰਾਬਰ ਦਾ ਨਿਆਂ ਦਿੱਤਾ ਜਾਵੇ। [479,269,705,358]
notice-paragraph: ■ ਮੈਂ ਮਨਜਿੰਦਰ ਸਿੰਘ ਪੁੱਤਰ ਕਰਮ ਸਿੰਘ ਵਾਸੀ ਪਿੰਡ ਆਪਣੇ ਲੜਕੇ ਨੂੰ ਉਸਦੇ ਮਾੜੇ ਚਾਲ ਚਲਣ ਕਾਰਨ ਆਪਣੀ ਸਾਰੀ ਚੱਲ-ਅਚੱਲ ਜਾਇਦਾਦ ਤੋਂ ਬੇਦਖਲ ਕਰਦਾ ਹਾਂ। [479,180,705,213]
notice-paragraph: ■ ਮੈਂ ਜਗਜੀਤ ਸਿੰਘ ਪੁੱਤਰ ਇੰਦਰ ਸਿੰਘ ਵਾਸੀ ਮੁਹਾਲੀ ਆਪਣੇ ਲੜਕੇ ਨੂੰ ਉਸਦੇ ਬੁਰੇ ਚਾਲ ਚਲਣ ਕਾਰਨ ਆਪਣੀ ਚੱਲ-ਅਚੱਲ ਜਾਇਦਾਦ ਤੋਂ ਬੇਦਖਲ ਕਰਦਾ ਹਾਂ। [2,1129,234,1162]
notice-paragraph: ■ ਮੈਂ ਗੁਰਚਰਨ ਸਿੰਘ ਪੁੱਤਰ ਜੋਗਿੰਦਰ ਸਿੰਘ ਵਾਸੀ ਹੁਸ਼ਿਆਰਪੁਰ ਆਪਣੇ ਲੜਕੇ ਨੂੰ ਉਸਦੇ ਮਾੜੇ ਚਾਲ ਚਲਣ ਕਾਰਨ ਆਪਣੀ ਚੱਲ-ਅਚੱਲ ਜਾਇਦਾਦ ਤੋਂ ਬੇਦਖਲ ਕਰਦਾ ਹਾਂ। [2,977,234,1010]
column-rule [709,48,710,1486]
section-header-bedakhli: ਬੇਦਖਲੀ [479,160,705,177]
news-column-3 [479,48,705,1486]
notice-paragraph: ■ ਮੇਰਾ ਟਿਊਬਵੈਲ ਮੋਟਰ ਕੁਨੈਕਸ਼ਨ ਜਿਸਦਾ ਖਾਤਾ ਨੰ. 3005102340 ਹੈ, ਜੋ ਸਾਂਝੇ ਨਾਮ ਤੇ ਚੱਲ ਰਿਹਾ ਹੈ। ਇਹ ਕੁਨੈਕਸ਼ਨ ਮੈਂ ਆਪਣੇ ਨਾਮ ਤਬਦੀਲ ਕਰਵਾਉਣਾ ਚਾਹੁੰਦਾ ਹਾਂ। ਜੇ ਕਿਸੇ ਨੂੰ ਕੋਈ ਇਤਰਾਜ਼ ਹੋਵੇ ਤਾਂ 15 ਦਿਨਾਂ ਦੇ ਅੰਦਰ ਸੰਪਰਕ ਕਰੇ। [244,182,470,226]
notice-paragraph: ■ ਮੈਂ ਕੁਲਦੀਪ ਕੌਰ ਪਤਨੀ ਜਰਨੈਲ ਸਿੰਘ ਵਾਸੀ ਬਰਨਾਲਾ ਆਪਣੇ ਲੜਕੇ ਨੂੰ ਉਸਦੀਆਂ ਗਲਤ ਆਦਤਾਂ ਕਾਰਨ ਆਪਣੀ ਚੱਲ-ਅਚੱਲ ਜਾਇਦਾਦ ਤੋਂ ਬੇਦਖਲ ਕਰਦੀ ਹਾਂ। [2,580,234,613]
story-headline: ਸੌਦਾ ਸਾਧ ਨੂੰ ਵਾਰ ਵਾਰ ਪੈਰੋਲ ਦੇਣ ... [495,361,689,378]
story-body: ਕਿ ਉਨ੍ਹਾਂ ਨੇ ਇਸ ਫੈਸਲੇ ਦਾ ਸਵਾਗਤ ਕੀਤਾ ਹੈ ਅਤੇ ਉਹ ਚਾਹੁੰਦੇ ਹਨ ਕਿ ਚੋਣਾਂ ਜਲਦੀ ਕਰਵਾਈਆਂ ਜਾਣ। ਉਨ੍ਹਾਂ ਨੇ ਕਿਹਾ ਕਿ ਜੰਮੂ-ਕਸ਼ਮੀਰ ਦੇ ਲੋਕ ਲੰਬੇ ਸਮੇਂ ਤੋਂ ਆਪਣੀ ਚੁਣੀ ਹੋਈ ਸਰਕਾਰ ਦੀ ਉਡੀਕ ਕਰ ਰਹੇ ਹਨ। ਚੋਣ ਕਮਿਸ਼ਨ ਨੇ ਸੁਰੱਖਿਆ ਪ੍ਰਬੰਧਾਂ ਦੀ ਸਮੀਖਿਆ ਕੀਤੀ ਹੈ ਅਤੇ ਸਾਰੀਆਂ ਸਿਆਸੀ ਪਾਰਟੀਆਂ ਨਾਲ ਮੀਟਿੰਗਾਂ ਕੀਤੀਆਂ ਹਨ। ਉਨ੍ਹਾਂ ਕਿਹਾ ਕਿ ਚੋਣਾਂ ਸ਼ਾਂਤੀਪੂਰਵਕ ਢੰਗ ਨਾਲ ਕਰਵਾਉਣ ਲਈ ਹਰ ਸੰਭਵ ਕਦਮ ਚੁੱਕਿਆ ਜਾਵੇਗਾ। ਆਗੂਆਂ ਨੇ ਕਿਹਾ ਕਿ ਲੋਕਤੰਤਰ ਦੀ ਬਹਾਲੀ ਨਾਲ ਸੂਬੇ ਵਿੱਚ ਵਿਕਾਸ ਦੇ ਕੰਮਾਂ ਨੂੰ ਤੇਜ਼ੀ ਮਿਲੇਗੀ। [244,493,470,581]
section-header-motor-connection: ਮੋਟਰ ਕੁਨੈਕਸ਼ਨ [479,48,705,65]
story-list [714,218,942,710]
page-number: 7 [911,0,939,44]
notice-paragraph: ■ ਮੈਂ ਸੁਖਜਿੰਦਰ ਸਿੰਘ ਪੁੱਤਰ ਮਲਕੀਤ ਸਿੰਘ ਵਾਸੀ ਨਵਾਂਸ਼ਹਿਰ ਆਪਣੇ ਲੜਕੇ ਨੂੰ ਉਸਦੀਆਂ ਗਲਤ ਆਦਤਾਂ ਕਾਰਨ ਆਪਣੀ ਚੱਲ-ਅਚੱਲ ਜਾਇਦਾਦ ਤੋਂ ਬੇਦਖਲ ਕਰਦਾ ਹਾਂ। [2,1047,234,1081]
notice-paragraph: ■ ਮੇਰੀ ਪੱਤਰ ਫਾਈਲ ਨੰਬਰ 4132 ਗੁੰਮ ਹੋ ਗਈ ਹੈ। ਜੋ ਵੀ ਇਹ ਲੱਭੇ ਕਿਰਪਾ ਕਰਕੇ ਸੰਪਰਕ ਕਰੇ ਜੀ। ਇਸ ਦੀ ਦੁਰਵਰਤੋਂ ਲਈ ਮੈਂ ਜ਼ਿੰਮੇਵਾਰ ਨਹੀਂ ਹੋਵਾਂਗਾ। [714,127,942,160]
notice-paragraph: ■ ਮੈਂ ਸੁਖਦੇਵ ਸਿੰਘ ਪੁੱਤਰ ਅਰਜਨ ਸਿੰਘ ਵਾਸੀ ਮੁਕਤਸਰ ਆਪਣੇ ਲੜਕੇ ਅਤੇ ਨੂੰਹ ਨੂੰ ਉਨ੍ਹਾਂ ਦੇ ਬੁਰੇ ਵਿਵਹਾਰ ਕਾਰਨ ਆਪਣੀ ਸਾਰੀ ਜਾਇਦਾਦ ਤੋਂ ਬੇਦਖਲ ਕਰਦਾ ਹਾਂ। ਇਹਨਾਂ ਨਾਲ ਲੈਣ ਦੇਣ ਕਰਨ ਵਾਲਾ ਖੁਦ ਜਿੰਮੇਵਾਰ ਹੋਵੇਗਾ। [2,1351,234,1384]
story-body: ਵਿਚਾਰ ਚਰਚਾ ਕੀਤੀ ਗਈ। ਇਸ ਵਿਚਾਰ-ਵਟਾਂਦਰੇ ਵਿੱਚ ਐਮ.ਐਸ.ਪੀ. ਨੂੰ ਕਾਨੂੰਨੀ ਗਰੰਟੀ ਦੇਣ ਦੇ ਫ਼ਾਰਮੂਲੇ ਬਾਰੇ ਵਿਸਥਾਰ ਨਾਲ ਚਰਚਾ ਹੋਈ। ਕਿਸਾਨ ਆਗੂਆਂ ਨੇ ਕਿਹਾ ਕਿ ਫ਼ਸਲਾਂ ਦੀ ਖ਼ਰੀਦ ਨੂੰ ਕਾਨੂੰਨੀ ਰੂਪ ਦੇਣਾ ਸਮੇਂ ਦੀ ਲੋੜ ਹੈ। ਸਾਲ 2024-25 ਲਈ ਨਿਰਧਾਰਤ ਮੁੱਲਾਂ ਉੱਤੇ ਵੀ ਵਿਚਾਰ ਕੀਤਾ ਗਿਆ ਅਤੇ ਸਰਕਾਰ ਤੋਂ ਮੰਗ ਕੀਤੀ ਗਈ ਕਿ ਸਵਾਮੀਨਾਥਨ ਰਿਪੋਰਟ ਨੂੰ ਲਾਗੂ ਕੀਤਾ ਜਾਵੇ। ਆਗੂਆਂ ਨੇ ਕਿਹਾ ਕਿ ਕਿਸਾਨਾਂ ਦੀ ਆਮਦਨ ਵਧਾਉਣ ਲਈ ਠੋਸ ਨੀਤੀ ਬਣਾਉਣੀ ਜ਼ਰੂਰੀ ਹੈ। [714,403,942,480]
story-body: ਨਾਲ ਸਬੰਧਤ ਕੇਸਾਂ ਦੀ ਜਾਂਚ ਵਿੱਚ ਸੀਬੀਆਈ ਵੱਲੋਂ ਦਾਇਰ ਕੀਤੀ ਗਈ ਚਾਰਜਸ਼ੀਟ ਦਾ ਨੋਟਿਸ ਲਿਆ ਗਿਆ ਹੈ। ਅਦਾਲਤ ਨੇ ਕਿਹਾ ਕਿ ਮਾਮਲੇ ਦੀ ਅਗਲੀ ਸੁਣਵਾਈ ਨਿਰਧਾਰਤ ਮਿਤੀ ਨੂੰ ਹੋਵੇਗੀ ਅਤੇ ਸਾਰੇ ਦੋਸ਼ੀਆਂ ਨੂੰ ਪੇਸ਼ ਹੋਣ ਦੇ ਹੁਕਮ ਦਿੱਤੇ ਗਏ ਹਨ। ਆਮ ਆਦਮੀ ਪਾਰਟੀ ਦੇ ਆਗੂਆਂ ਨੇ ਕਿਹਾ ਕਿ ਇਹ ਸਾਰੀ ਕਾਰਵਾਈ ਸਿਆਸੀ ਬਦਲਾਖੋਰੀ ਤਹਿਤ ਕੀਤੀ ਜਾ ਰਹੀ ਹੈ ਅਤੇ ਉਨ੍ਹਾਂ ਨੂੰ ਨਿਆਂਪਾਲਿਕਾ ਉੱਤੇ ਪੂਰਾ ਭਰੋਸਾ ਹੈ। ਉਨ੍ਹਾਂ ਕਿਹਾ ਕਿ ਸੱਚਾਈ ਜਲਦੀ ਸਾਹਮਣੇ ਆਵੇਗੀ ਅਤੇ ਪਾਰਟੀ ਮਜ਼ਬੂਤੀ ਨਾਲ ਆਪਣਾ ਪੱਖ ਰੱਖੇਗੀ। ਵਕੀਲਾਂ ਨੇ ਜ਼ਮਾਨਤ ਅਰਜ਼ੀ ਉੱਤੇ ਵੀ ਬਹਿਸ ਕੀਤੀ ਅਤੇ ਅਦਾਲਤ ਤੋਂ ਰਾਹਤ ਦੀ ਮੰਗ ਕੀਤੀ। ਇਸ ਮਾਮਲੇ ਉੱਤੇ ਸਾਰੇ ਦੇਸ਼ ਦੀਆਂ ਨਜ਼ਰਾਂ ਟਿਕੀਆਂ ਹੋਈਆਂ ਹਨ। [244,603,470,713]
notice-list [479,68,705,158]
notice-list [714,68,942,160]
masthead [0,0,945,42]
notice-list [2,68,234,1455]
story-headline: ਬੰਦੀ ਸਿੰਘਾਂ ਦੀ ਰਿਹਾਈ ਅਤੇ ... [509,448,674,465]
story-headline: 15 ਅਗਸਤ ਦੇ ... [307,299,407,316]
column-rule [474,48,475,1486]
notice-paragraph: ■ ਇਸ ਦੀ ਸਬ ਡਵੀਜ਼ਨ ਦਫ਼ਤਰ ਸਿੰਘਪੁਰਾ ਮੋਟਰ ਕੁਨੈਕਸ਼ਨ ਸਬੰਧੀ ਇਤਰਾਜ਼ ਦੀ ਮਿਆਦ 15 ਦਿਨ ਰੱਖੀ ਗਈ ਹੈ। ਸਮਾਂ ਲੰਘਣ ਤੋਂ ਬਾਅਦ ਕੋਈ ਇਤਰਾਜ਼ ਨਹੀਂ ਸੁਣਿਆ ਜਾਵੇਗਾ। [244,228,470,261]
story-body: ਦੇ ਸਬੰਧ ਵਿੱਚ ਅਧਿਕਾਰੀਆਂ ਨੇ ਮੀਟਿੰਗ ਕੀਤੀ ਅਤੇ ਸਬੰਧਤ ਵਿਭਾਗਾਂ ਨੂੰ ਲੋੜੀਂਦੇ ਨਿਰਦੇਸ਼ ਜਾਰੀ ਕੀਤੇ। [714,217,942,239]
